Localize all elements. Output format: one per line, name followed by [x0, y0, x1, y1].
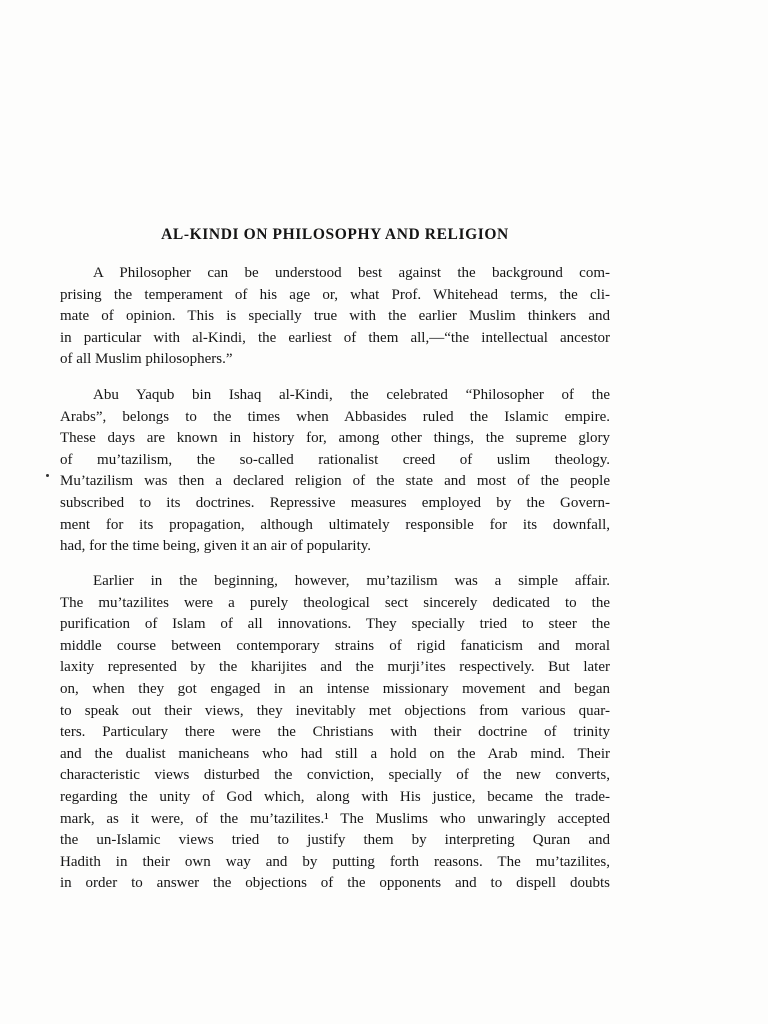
paragraph-line: Abu Yaqub bin Ishaq al-Kindi, the celebrated “Philosopher of the: [93, 387, 610, 403]
paragraph-line: prising the temperament of his age or, what Prof. Whitehead terms, the cli-: [60, 286, 610, 303]
paragraph-line: in order to answer the objections of the opponents and to dispell doubts: [60, 875, 610, 892]
paragraph-line: in particular with al-Kindi, the earliest of them all,—“the intellectual ancestor: [60, 329, 610, 346]
paragraph-line: characteristic views disturbed the conviction, specially of the new converts,: [60, 767, 610, 784]
paragraph-line: and the dualist manicheans who had still a hold on the Arab mind. Their: [60, 745, 610, 762]
paragraph-line: These days are known in history for, among other things, the supreme glory: [60, 430, 610, 447]
chapter-title: AL-KINDI ON PHILOSOPHY AND RELIGION: [161, 226, 509, 243]
paragraph-line: Arabs”, belongs to the times when Abbasides ruled the Islamic empire.: [60, 408, 610, 425]
paragraph-line: middle course between contemporary strains of rigid fanaticism and moral: [60, 637, 610, 654]
paragraph-line: A Philosopher can be understood best against the background com-: [93, 265, 610, 281]
paragraph-line: purification of Islam of all innovations. They specially tried to steer the: [60, 616, 610, 633]
paragraph-line: of mu’tazilism, the so-called rationalist creed of uslim theology.: [60, 451, 610, 468]
paragraph-line: had, for the time being, given it an air of popularity.: [60, 538, 372, 555]
paragraph-line: Mu’tazilism was then a declared religion of the state and most of the people: [60, 473, 610, 490]
paragraph-line: the un-Islamic views tried to justify them by interpreting Quran and: [60, 832, 610, 849]
paragraph-line: regarding the unity of God which, along with His justice, became the trade-: [60, 788, 610, 805]
paragraph-line: of all Muslim philosophers.”: [60, 351, 233, 368]
paragraph-line: on, when they got engaged in an intense missionary movement and began: [60, 680, 610, 697]
paragraph-line: Hadith in their own way and by putting forth reasons. The mu’tazilites,: [60, 853, 610, 870]
paragraph-line: laxity represented by the kharijites and the murji’ites respectively. But later: [60, 659, 610, 676]
paragraph-line: mate of opinion. This is specially true with the earlier Muslim thinkers and: [60, 308, 610, 325]
paragraph-line: ment for its propagation, although ultimately responsible for its downfall,: [60, 516, 610, 533]
paragraph-2: [60, 385, 610, 558]
paragraph-line: ters. Particulary there were the Christians with their doctrine of trinity: [60, 724, 610, 741]
margin-speck: [46, 474, 49, 477]
paragraph-line: mark, as it were, of the mu’tazilites.¹ The Muslims who unwaringly accepted: [60, 810, 610, 827]
paragraph-line: The mu’tazilites were a purely theological sect sincerely dedicated to the: [60, 594, 610, 611]
paragraph-line: Earlier in the beginning, however, mu’tazilism was a simple affair.: [93, 573, 610, 589]
paragraph-1: [60, 263, 610, 371]
paragraph-line: subscribed to its doctrines. Repressive measures employed by the Govern-: [60, 494, 610, 511]
paragraph-3: [60, 571, 610, 895]
paragraph-line: to speak out their views, they inevitably met objections from various quar-: [60, 702, 610, 719]
